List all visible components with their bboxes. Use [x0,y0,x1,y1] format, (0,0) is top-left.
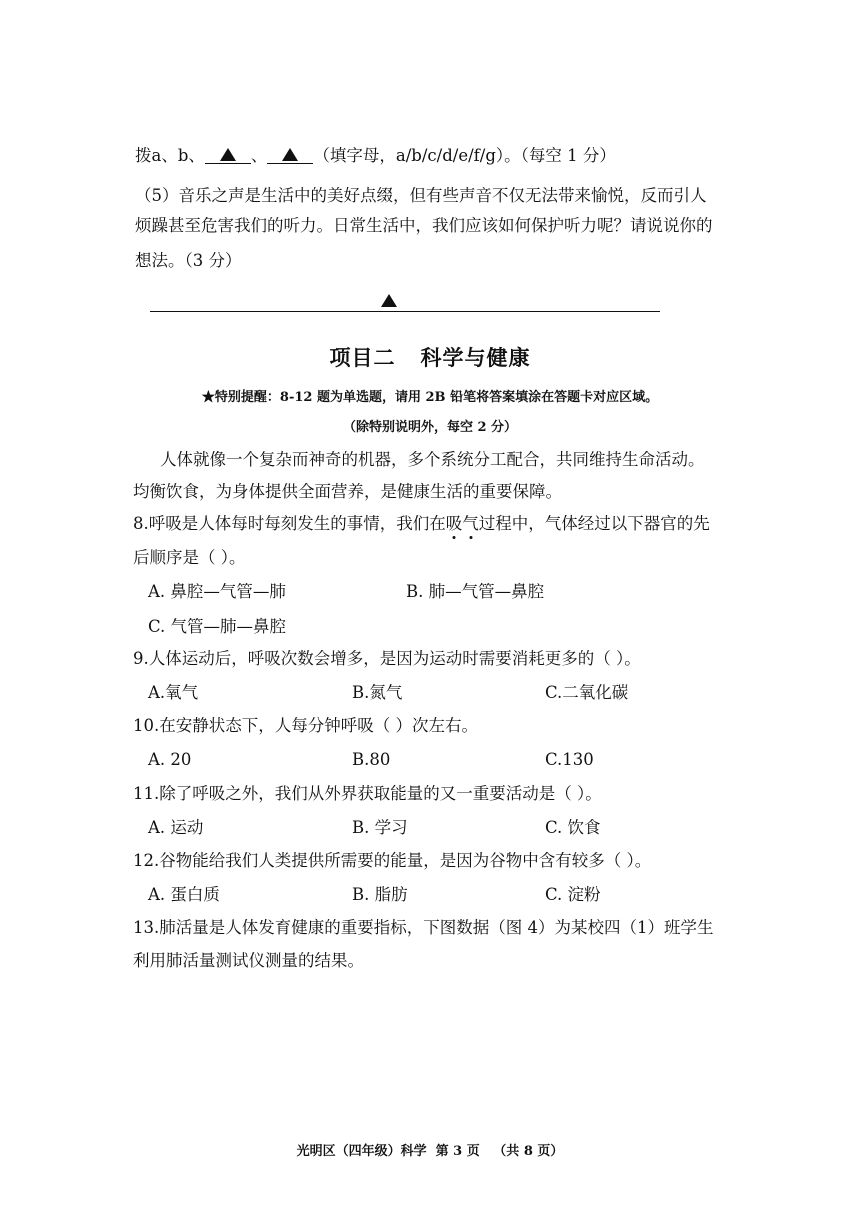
section-title: 项目二 科学与健康 [329,345,531,370]
q12-option-b[interactable]: B. 脂肪 [352,885,408,904]
page-footer: 光明区（四年级）科学 第 3 页 （共 8 页） [296,1144,564,1159]
q7-sub5-line2: 烦躁甚至危害我们的听力。日常生活中，我们应该如何保护听力呢？请说说你的 [135,216,713,235]
q11-stem: 11.除了呼吸之外，我们从外界获取能量的又一重要活动是（ ）。 [133,784,602,803]
q11-option-c[interactable]: C. 饮食 [545,818,601,837]
answer-line[interactable] [150,311,660,312]
q7-sub5-line3: 想法。（3 分） [135,251,242,270]
q12-stem: 12.谷物能给我们人类提供所需要的能量，是因为谷物中含有较多（ ）。 [133,851,652,870]
triangle-icon [220,148,236,161]
q8-stem-line2: 后顺序是（ ）。 [133,548,246,567]
q7-prefix: 拨a、b、 [135,146,205,165]
q7-fill-line [135,145,616,165]
score-note: （除特别说明外，每空 2 分） [342,420,518,435]
q11-option-b[interactable]: B. 学习 [352,818,408,837]
triangle-icon [381,294,397,307]
q8-stem-line1 [133,516,710,533]
q9-option-c[interactable]: C.二氧化碳 [545,683,629,702]
triangle-icon [282,148,298,161]
q9-option-a[interactable]: A.氧气 [148,683,199,702]
q10-option-c[interactable]: C.130 [545,750,594,769]
q10-option-a[interactable]: A. 20 [148,750,192,769]
q10-stem: 10.在安静状态下，人每分钟呼吸（ ）次左右。 [133,716,478,735]
q11-option-a[interactable]: A. 运动 [148,818,204,837]
q8-emph-2: 气 [462,514,479,533]
intro-line1: 人体就像一个复杂而神奇的机器，多个系统分工配合，共同维持生命活动。 [160,450,705,469]
q13-stem-line2: 利用肺活量测试仪测量的结果。 [133,951,364,970]
q9-option-b[interactable]: B.氮气 [352,683,403,702]
special-notice: ★特别提醒：8-12 题为单选题，请用 2B 铅笔将答案填涂在答题卡对应区域。 [201,390,659,405]
q8-option-c[interactable]: C. 气管—肺—鼻腔 [148,617,287,636]
q10-option-b[interactable]: B.80 [352,750,391,769]
q8-stem-a: 8.呼吸是人体每时每刻发生的事情，我们在 [133,514,446,533]
q8-option-b[interactable]: B. 肺—气管—鼻腔 [406,582,545,601]
q7-sub5-line1: （5）音乐之声是生活中的美好点缀，但有些声音不仅无法带来愉悦，反而引人 [135,186,707,205]
intro-line2: 均衡饮食，为身体提供全面营养，是健康生活的重要保障。 [133,482,562,501]
q12-option-c[interactable]: C. 淀粉 [545,885,601,904]
q7-sep: 、 [250,146,268,165]
q13-stem-line1: 13.肺活量是人体发育健康的重要指标，下图数据（图 4）为某校四（1）班学生 [133,918,714,937]
q12-option-a[interactable]: A. 蛋白质 [148,885,220,904]
q9-stem: 9.人体运动后，呼吸次数会增多，是因为运动时需要消耗更多的（ ）。 [133,649,641,668]
q8-option-a[interactable]: A. 鼻腔—气管—肺 [148,582,286,601]
q7-suffix: （填字母，a/b/c/d/e/f/g）。（每空 1 分） [313,146,616,165]
q8-stem-b: 过程中，气体经过以下器官的先 [478,514,710,533]
answer-blank-2[interactable] [267,145,313,164]
answer-blank-1[interactable] [205,145,251,164]
q8-emph-1: 吸 [445,514,463,533]
